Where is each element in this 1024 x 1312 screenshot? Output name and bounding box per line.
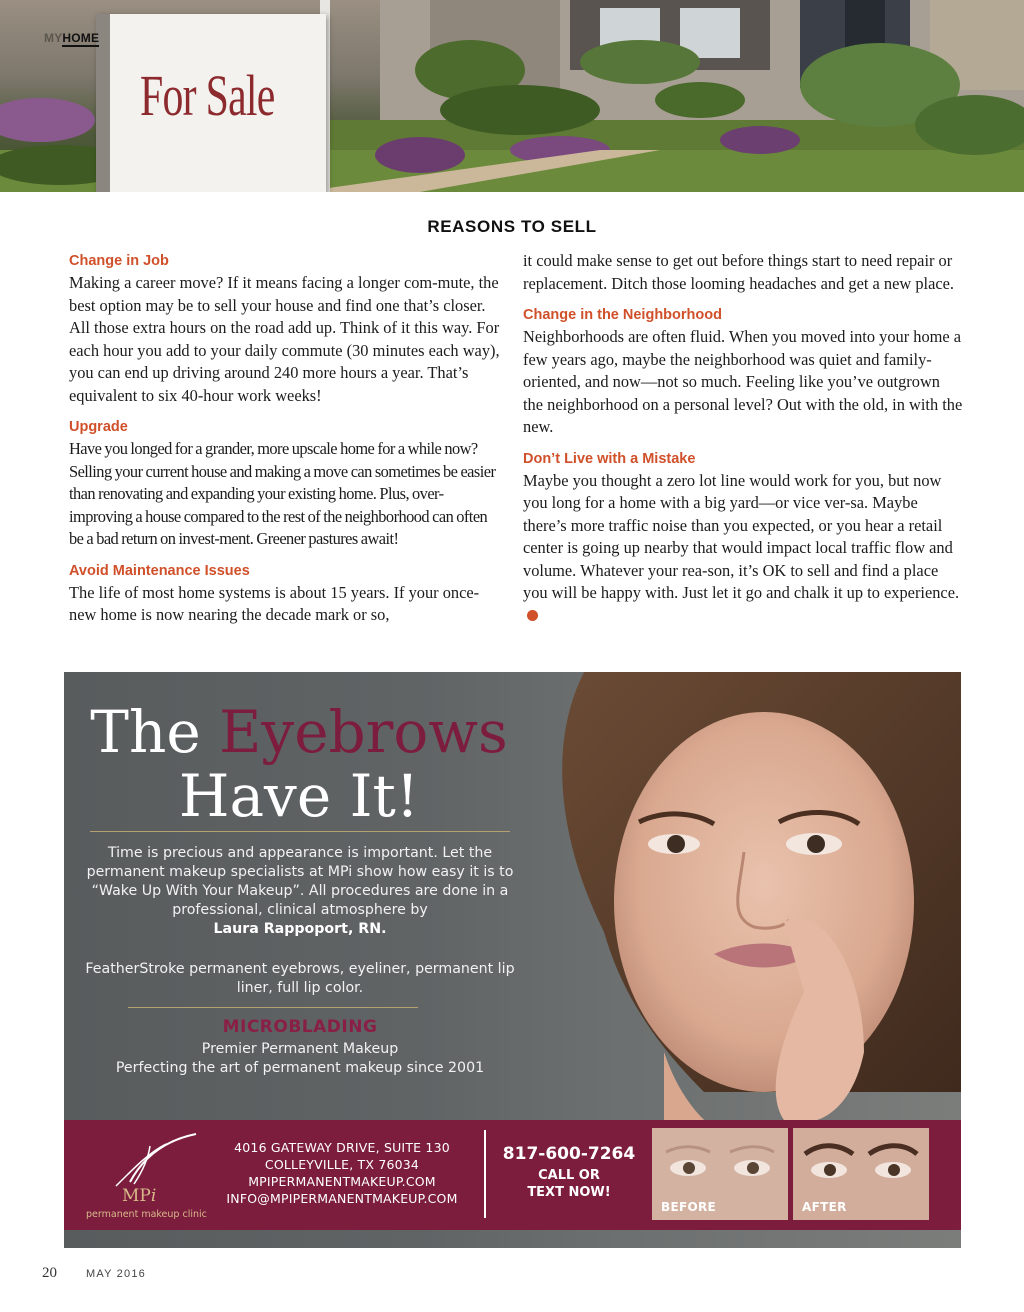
- before-photo: [652, 1128, 788, 1220]
- subheading-change-in-job: Change in Job: [69, 253, 169, 269]
- paragraph-avoid-maintenance-part2: it could make sense to get out before things start to need repair or replacement. Ditch those looming headaches and get a new place.: [523, 251, 954, 293]
- website-link[interactable]: MPIPERMANENTMAKEUP.COM: [248, 1174, 436, 1189]
- logo-wordmark: [122, 1186, 156, 1206]
- ad-intro-block: [84, 844, 516, 939]
- hero-photo: [0, 0, 1024, 192]
- subheading-dont-live-with-mistake: Don’t Live with a Mistake: [523, 450, 696, 467]
- ad-title-part1: The: [90, 698, 220, 766]
- ad-divider-bottom: [128, 1007, 418, 1008]
- ad-title-line2: Have It!: [178, 762, 420, 830]
- paragraph-change-in-job: Making a career move? If it means facing a longer com-mute, the best option may be to sell your house and find one that’s closer. All those extra hours on the road add up. Think of it this way. For each hour you add to your daily commute (30 minutes each way), you can end up driving around 240 more hours a year. That’s equivalent to six 40-hour work weeks!: [69, 273, 500, 405]
- ad-headline: MICROBLADING: [222, 1017, 378, 1037]
- ad-contact-bar: [64, 1120, 961, 1230]
- logo-wordmark-mp: MP: [122, 1186, 151, 1206]
- ad-title: [64, 700, 534, 828]
- ad-tagline-2: Perfecting the art of permanent makeup since 2001: [115, 1060, 485, 1076]
- article-column-left: [69, 250, 501, 636]
- ad-divider-top: [90, 831, 510, 832]
- subheading-upgrade: Upgrade: [69, 419, 128, 435]
- contact-divider: [484, 1130, 486, 1218]
- email-link[interactable]: INFO@MPIPERMANENTMAKEUP.COM: [226, 1191, 458, 1206]
- phone-number[interactable]: 817-600-7264: [502, 1144, 636, 1164]
- ad-address-block: [214, 1139, 470, 1207]
- paragraph-dont-live-with-mistake: Maybe you thought a zero lot line would work for you, but now you long for a home with a big yard—or vice ver-sa. Maybe there’s more traffic noise than you expected, or you hear a retail center is going up nearby that would impact local traffic flow and volume. Whatever your rea-son, it’s OK to sell and find a place you will be happy with. Just let it go and chalk it up to experience.: [523, 470, 960, 602]
- section-tag-prefix: MY: [44, 31, 63, 45]
- article-column-right: [523, 250, 963, 636]
- logo-subtitle: permanent makeup clinic: [86, 1209, 207, 1220]
- ad-services: FeatherStroke permanent eyebrows, eyeliner, permanent lip liner, full lip color.: [85, 961, 515, 996]
- subheading-avoid-maintenance: Avoid Maintenance Issues: [69, 562, 250, 579]
- paragraph-avoid-maintenance-part1: The life of most home systems is about 15 years. If your once-new home is now nearing the decade mark or so,: [69, 582, 480, 624]
- before-label: BEFORE: [661, 1200, 716, 1214]
- ad-practitioner: Laura Rappoport, RN.: [213, 921, 387, 937]
- address-line-2: COLLEYVILLE, TX 76034: [264, 1157, 420, 1172]
- issue-date: MAY 2016: [86, 1268, 146, 1280]
- subheading-change-in-neighborhood: Change in the Neighborhood: [523, 307, 722, 323]
- section-tag: [44, 31, 99, 45]
- page-number: 20: [42, 1265, 57, 1281]
- advertisement: [64, 672, 961, 1248]
- for-sale-sign-text: For Sale: [140, 63, 275, 128]
- after-label: AFTER: [802, 1200, 847, 1214]
- paragraph-upgrade: Have you longed for a grander, more upscale home for a while now? Selling your current house and making a move can sometimes be easier than renovating and expanding your existing home. Plus, over-improving a house compared to the rest of the neighborhood can often be a bad return on invest-ment. Greener pastures await!: [69, 439, 496, 548]
- section-tag-name: HOME: [62, 31, 100, 45]
- ad-tagline-1: Premier Permanent Makeup: [201, 1041, 399, 1057]
- ad-intro: Time is precious and appearance is important. Let the permanent makeup specialists at MPi show how easy it is to “Wake Up With Your Makeup”. All procedures are done in a professional, clinical atmosphere by: [86, 845, 514, 918]
- logo-wordmark-i: i: [150, 1186, 157, 1206]
- for-sale-sign: [96, 14, 326, 192]
- paragraph-change-in-neighborhood: Neighborhoods are often fluid. When you moved into your home a few years ago, maybe the neighborhood was quiet and family-oriented, and now—not so much. Feeling like you’ve outgrown the neighborhood on a personal level? Out with the old, in with the new.: [523, 327, 963, 436]
- cta-line-2: TEXT NOW!: [527, 1185, 611, 1200]
- cta-line-1: CALL OR: [538, 1168, 600, 1183]
- address-line-1: 4016 GATEWAY DRIVE, SUITE 130: [234, 1140, 450, 1155]
- ad-title-accent: Eyebrows: [219, 698, 508, 766]
- after-photo: [793, 1128, 929, 1220]
- paragraph-dont-live-with-mistake-wrap: [523, 470, 963, 628]
- end-of-article-icon: [527, 610, 538, 621]
- article-heading: REASONS TO SELL: [427, 217, 597, 236]
- ad-taglines: [84, 1040, 516, 1078]
- call-to-action: [500, 1167, 638, 1201]
